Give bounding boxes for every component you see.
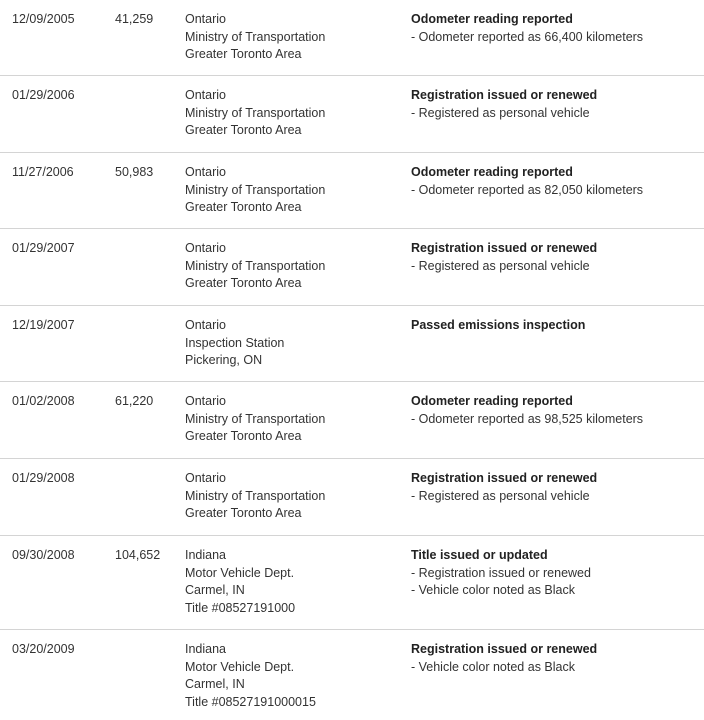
record-heading: Odometer reading reported bbox=[411, 165, 573, 179]
record-heading: Registration issued or renewed bbox=[411, 642, 598, 656]
source-line: Greater Toronto Area bbox=[185, 276, 302, 290]
record-source bbox=[185, 11, 325, 64]
record-details bbox=[411, 317, 585, 335]
record-date: 12/09/2005 bbox=[12, 12, 75, 26]
source-line: Ontario bbox=[185, 165, 226, 179]
history-record bbox=[0, 382, 704, 459]
source-line: Ontario bbox=[185, 318, 226, 332]
record-mileage: 41,259 bbox=[115, 12, 154, 26]
source-line: Ministry of Transportation bbox=[185, 488, 326, 503]
history-record bbox=[0, 536, 704, 630]
source-line: Title #08527191000 bbox=[185, 600, 296, 615]
history-record bbox=[0, 306, 704, 382]
source-line: Greater Toronto Area bbox=[185, 200, 302, 214]
record-date: 01/29/2008 bbox=[12, 471, 75, 485]
record-source bbox=[185, 317, 284, 370]
source-line: Greater Toronto Area bbox=[185, 47, 302, 61]
source-line: Indiana bbox=[185, 642, 227, 656]
source-line: Ministry of Transportation bbox=[185, 29, 326, 44]
source-line: Greater Toronto Area bbox=[185, 429, 302, 443]
record-details bbox=[411, 641, 597, 676]
record-date: 11/27/2006 bbox=[12, 165, 74, 179]
history-record bbox=[0, 459, 704, 536]
record-details bbox=[411, 87, 597, 122]
source-line: Ontario bbox=[185, 88, 226, 102]
record-mileage: 104,652 bbox=[115, 548, 161, 562]
record-details bbox=[411, 547, 591, 600]
source-line: Inspection Station bbox=[185, 335, 285, 350]
source-line: Ontario bbox=[185, 12, 226, 26]
source-line: Greater Toronto Area bbox=[185, 506, 302, 520]
source-line: Ministry of Transportation bbox=[185, 258, 326, 273]
history-record bbox=[0, 76, 704, 153]
detail-line: - Odometer reported as 66,400 kilometers bbox=[411, 29, 644, 44]
detail-line: - Vehicle color noted as Black bbox=[411, 583, 575, 597]
record-date: 01/02/2008 bbox=[12, 394, 75, 408]
record-source bbox=[185, 641, 316, 711]
record-mileage: 61,220 bbox=[115, 394, 154, 408]
history-record bbox=[0, 229, 704, 306]
source-line: Pickering, ON bbox=[185, 353, 263, 367]
record-heading: Passed emissions inspection bbox=[411, 318, 586, 332]
record-details bbox=[411, 164, 643, 199]
record-heading: Odometer reading reported bbox=[411, 12, 573, 26]
history-record bbox=[0, 0, 704, 76]
record-heading: Registration issued or renewed bbox=[411, 241, 598, 255]
record-mileage: 50,983 bbox=[115, 165, 154, 179]
record-heading: Title issued or updated bbox=[411, 548, 548, 562]
source-line: Ministry of Transportation bbox=[185, 411, 326, 426]
detail-line: - Registered as personal vehicle bbox=[411, 488, 590, 503]
source-line: Ontario bbox=[185, 471, 226, 485]
source-line: Motor Vehicle Dept. bbox=[185, 565, 295, 580]
record-source bbox=[185, 87, 325, 140]
record-date: 01/29/2006 bbox=[12, 88, 75, 102]
detail-line: - Odometer reported as 82,050 kilometers bbox=[411, 182, 644, 197]
source-line: Carmel, IN bbox=[185, 583, 245, 597]
record-details bbox=[411, 470, 597, 505]
record-source bbox=[185, 470, 325, 523]
source-line: Title #08527191000015 bbox=[185, 694, 316, 709]
record-details bbox=[411, 11, 643, 46]
detail-line: - Registration issued or renewed bbox=[411, 565, 591, 580]
source-line: Carmel, IN bbox=[185, 677, 245, 691]
source-line: Ontario bbox=[185, 241, 226, 255]
source-line: Ministry of Transportation bbox=[185, 105, 326, 120]
record-source bbox=[185, 547, 295, 617]
history-record bbox=[0, 153, 704, 229]
record-heading: Registration issued or renewed bbox=[411, 88, 598, 102]
source-line: Ministry of Transportation bbox=[185, 182, 326, 197]
record-details bbox=[411, 393, 643, 428]
source-line: Greater Toronto Area bbox=[185, 123, 302, 137]
record-date: 03/20/2009 bbox=[12, 642, 75, 656]
detail-line: - Registered as personal vehicle bbox=[411, 258, 590, 273]
detail-line: - Odometer reported as 98,525 kilometers bbox=[411, 411, 644, 426]
record-source bbox=[185, 240, 325, 293]
source-line: Motor Vehicle Dept. bbox=[185, 659, 295, 674]
record-date: 01/29/2007 bbox=[12, 241, 75, 255]
record-date: 12/19/2007 bbox=[12, 318, 75, 332]
history-record bbox=[0, 630, 704, 720]
record-details bbox=[411, 240, 597, 275]
record-source bbox=[185, 393, 325, 446]
record-heading: Registration issued or renewed bbox=[411, 471, 598, 485]
source-line: Indiana bbox=[185, 548, 227, 562]
detail-line: - Vehicle color noted as Black bbox=[411, 659, 575, 674]
record-date: 09/30/2008 bbox=[12, 548, 75, 562]
record-heading: Odometer reading reported bbox=[411, 394, 573, 408]
record-source bbox=[185, 164, 325, 217]
detail-line: - Registered as personal vehicle bbox=[411, 105, 590, 120]
source-line: Ontario bbox=[185, 394, 226, 408]
